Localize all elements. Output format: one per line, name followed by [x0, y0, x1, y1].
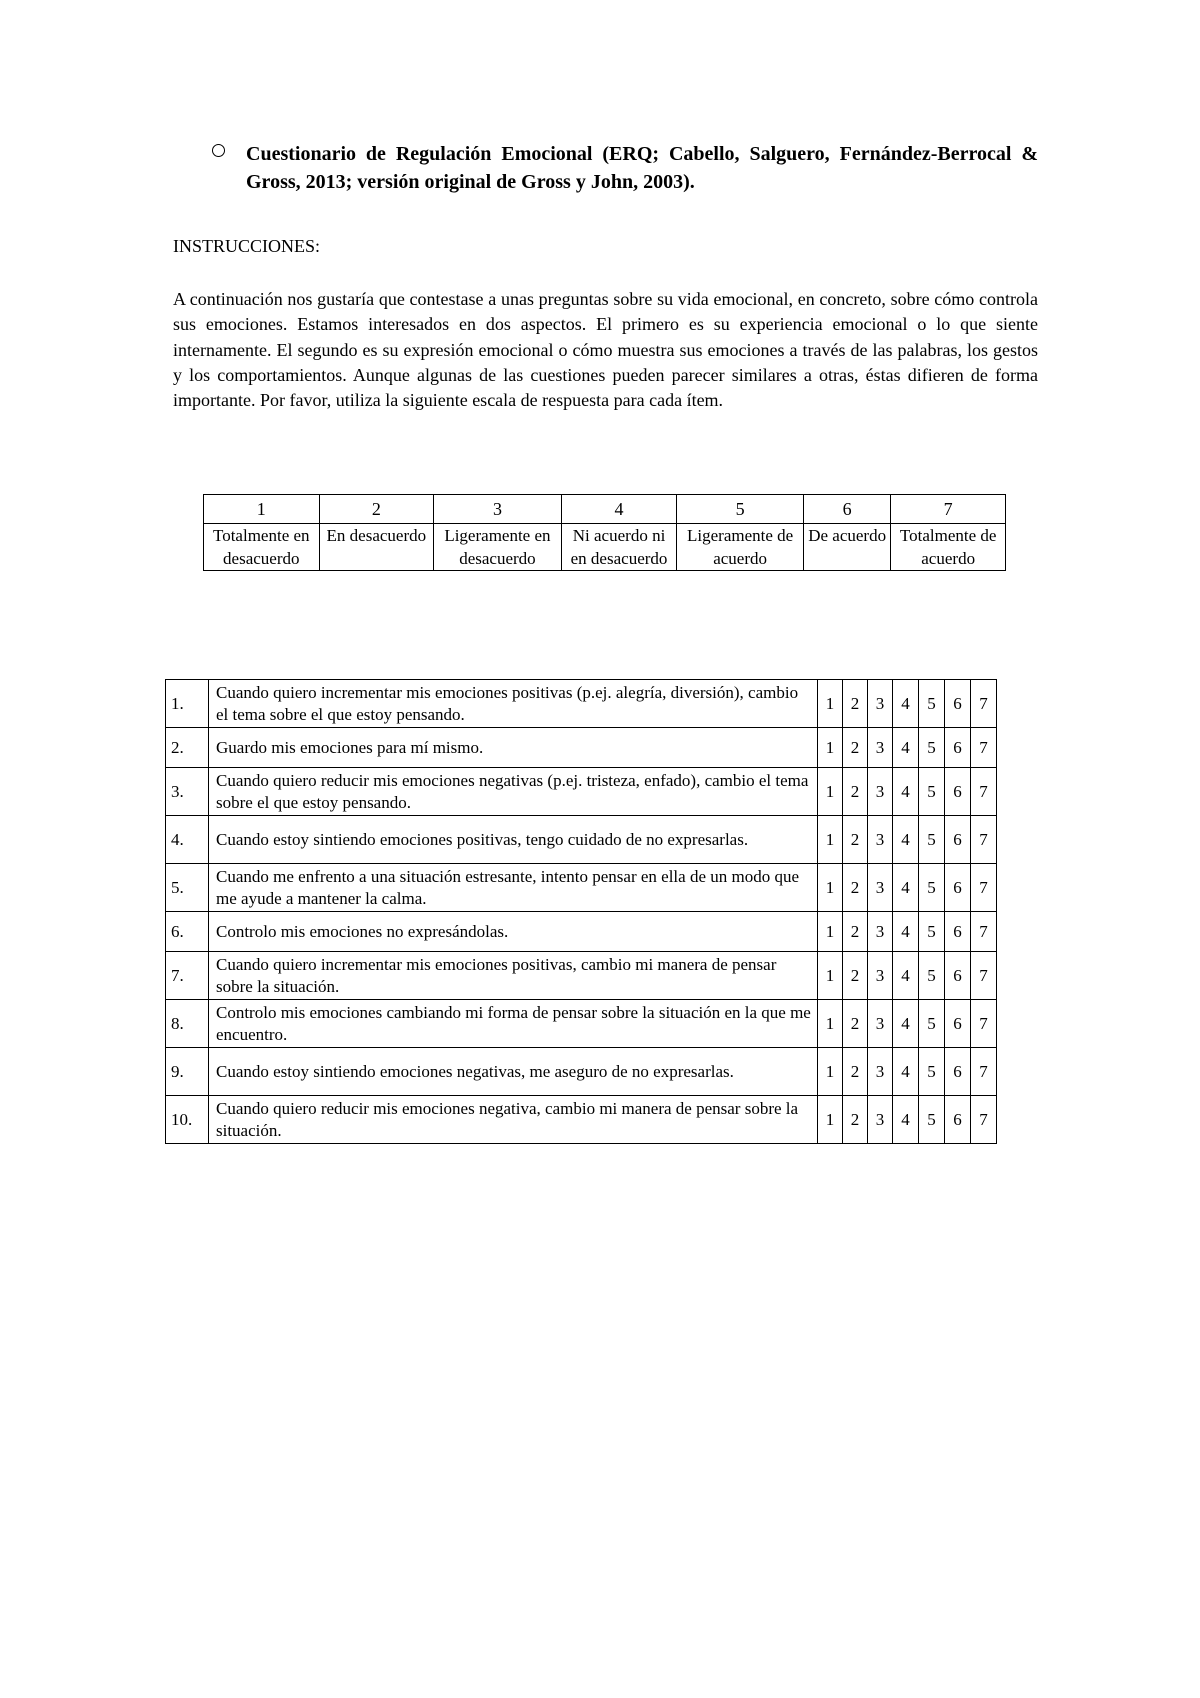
item-number: 8. [166, 1000, 209, 1048]
answer-option-3[interactable]: 3 [868, 1048, 893, 1096]
answer-option-2[interactable]: 2 [843, 952, 868, 1000]
item-row [166, 1000, 997, 1048]
answer-option-6[interactable]: 6 [945, 728, 971, 768]
scale-value: 3 [434, 495, 562, 524]
item-row [166, 680, 997, 728]
answer-option-1[interactable]: 1 [818, 816, 843, 864]
item-text: Cuando estoy sintiendo emociones positivas, tengo cuidado de no expresarlas. [209, 816, 818, 864]
scale-labels-row [204, 524, 1006, 571]
scale-value: 4 [561, 495, 677, 524]
scale-label: Totalmente de acuerdo [891, 524, 1006, 571]
answer-option-3[interactable]: 3 [868, 1096, 893, 1144]
item-text: Controlo mis emociones cambiando mi forma de pensar sobre la situación en la que me encuentro. [209, 1000, 818, 1048]
answer-option-2[interactable]: 2 [843, 680, 868, 728]
answer-option-3[interactable]: 3 [868, 728, 893, 768]
scale-label: Ligeramente de acuerdo [677, 524, 804, 571]
answer-option-6[interactable]: 6 [945, 816, 971, 864]
answer-option-2[interactable]: 2 [843, 1096, 868, 1144]
answer-option-5[interactable]: 5 [919, 728, 945, 768]
answer-option-6[interactable]: 6 [945, 1048, 971, 1096]
item-text: Cuando quiero reducir mis emociones negativas (p.ej. tristeza, enfado), cambio el tema sobre el que estoy pensando. [209, 768, 818, 816]
answer-option-2[interactable]: 2 [843, 816, 868, 864]
answer-option-1[interactable]: 1 [818, 728, 843, 768]
answer-option-3[interactable]: 3 [868, 1000, 893, 1048]
item-text: Guardo mis emociones para mí mismo. [209, 728, 818, 768]
item-text: Cuando quiero incrementar mis emociones positivas (p.ej. alegría, diversión), cambio el tema sobre el que estoy pensando. [209, 680, 818, 728]
item-text: Cuando quiero incrementar mis emociones positivas, cambio mi manera de pensar sobre la situación. [209, 952, 818, 1000]
answer-option-2[interactable]: 2 [843, 1048, 868, 1096]
answer-option-4[interactable]: 4 [893, 768, 919, 816]
item-row [166, 768, 997, 816]
scale-value: 1 [204, 495, 320, 524]
answer-option-6[interactable]: 6 [945, 768, 971, 816]
item-number: 2. [166, 728, 209, 768]
questionnaire-title-block [170, 140, 1038, 196]
answer-option-7[interactable]: 7 [971, 864, 997, 912]
answer-option-7[interactable]: 7 [971, 1000, 997, 1048]
item-row [166, 728, 997, 768]
item-text: Cuando me enfrento a una situación estresante, intento pensar en ella de un modo que me ayude a mantener la calma. [209, 864, 818, 912]
scale-label: De acuerdo [803, 524, 890, 571]
answer-option-4[interactable]: 4 [893, 680, 919, 728]
response-scale-table [203, 494, 1006, 571]
answer-option-6[interactable]: 6 [945, 952, 971, 1000]
questionnaire-items-table [165, 679, 997, 1144]
answer-option-3[interactable]: 3 [868, 768, 893, 816]
item-row [166, 816, 997, 864]
answer-option-6[interactable]: 6 [945, 1000, 971, 1048]
answer-option-1[interactable]: 1 [818, 912, 843, 952]
item-text: Controlo mis emociones no expresándolas. [209, 912, 818, 952]
instructions-paragraph: A continuación nos gustaría que contestase a unas preguntas sobre su vida emocional, en concreto, sobre cómo controla sus emociones. Estamos interesados en dos aspectos. El primero es su experiencia emocional o lo que siente internamente. El segundo es su expresión emocional o cómo muestra sus emociones a través de las palabras, los gestos y los comportamientos. Aunque algunas de las cuestiones pueden parecer similares a otras, éstas difieren de forma importante. Por favor, utiliza la siguiente escala de respuesta para cada ítem. [173, 289, 1038, 411]
answer-option-6[interactable]: 6 [945, 912, 971, 952]
scale-value: 6 [803, 495, 890, 524]
answer-option-2[interactable]: 2 [843, 728, 868, 768]
answer-option-7[interactable]: 7 [971, 912, 997, 952]
answer-option-7[interactable]: 7 [971, 1096, 997, 1144]
scale-value: 7 [891, 495, 1006, 524]
item-number: 4. [166, 816, 209, 864]
answer-option-2[interactable]: 2 [843, 912, 868, 952]
answer-option-5[interactable]: 5 [919, 768, 945, 816]
scale-value: 5 [677, 495, 804, 524]
answer-option-7[interactable]: 7 [971, 816, 997, 864]
answer-option-7[interactable]: 7 [971, 728, 997, 768]
item-row [166, 952, 997, 1000]
item-row [166, 1048, 997, 1096]
answer-option-1[interactable]: 1 [818, 952, 843, 1000]
scale-value: 2 [319, 495, 434, 524]
answer-option-3[interactable]: 3 [868, 952, 893, 1000]
answer-option-3[interactable]: 3 [868, 912, 893, 952]
answer-option-2[interactable]: 2 [843, 768, 868, 816]
item-text: Cuando estoy sintiendo emociones negativas, me aseguro de no expresarlas. [209, 1048, 818, 1096]
answer-option-3[interactable]: 3 [868, 864, 893, 912]
answer-option-1[interactable]: 1 [818, 680, 843, 728]
answer-option-1[interactable]: 1 [818, 1000, 843, 1048]
answer-option-4[interactable]: 4 [893, 1048, 919, 1096]
scale-label: Totalmente en desacuerdo [204, 524, 320, 571]
answer-option-4[interactable]: 4 [893, 912, 919, 952]
item-number: 6. [166, 912, 209, 952]
answer-option-5[interactable]: 5 [919, 816, 945, 864]
answer-option-3[interactable]: 3 [868, 680, 893, 728]
instructions-heading: INSTRUCCIONES: [173, 236, 321, 256]
item-number: 3. [166, 768, 209, 816]
item-number: 5. [166, 864, 209, 912]
answer-option-6[interactable]: 6 [945, 864, 971, 912]
answer-option-5[interactable]: 5 [919, 864, 945, 912]
answer-option-4[interactable]: 4 [893, 816, 919, 864]
answer-option-6[interactable]: 6 [945, 1096, 971, 1144]
answer-option-2[interactable]: 2 [843, 864, 868, 912]
answer-option-5[interactable]: 5 [919, 680, 945, 728]
answer-option-4[interactable]: 4 [893, 728, 919, 768]
answer-option-1[interactable]: 1 [818, 1048, 843, 1096]
answer-option-5[interactable]: 5 [919, 912, 945, 952]
answer-option-4[interactable]: 4 [893, 864, 919, 912]
answer-option-5[interactable]: 5 [919, 1096, 945, 1144]
answer-option-5[interactable]: 5 [919, 1000, 945, 1048]
item-row [166, 912, 997, 952]
item-number: 9. [166, 1048, 209, 1096]
item-row [166, 864, 997, 912]
answer-option-7[interactable]: 7 [971, 680, 997, 728]
answer-option-5[interactable]: 5 [919, 1048, 945, 1096]
scale-values-row [204, 495, 1006, 524]
answer-option-1[interactable]: 1 [818, 1096, 843, 1144]
item-number: 1. [166, 680, 209, 728]
answer-option-7[interactable]: 7 [971, 768, 997, 816]
answer-option-1[interactable]: 1 [818, 768, 843, 816]
item-text: Cuando quiero reducir mis emociones negativa, cambio mi manera de pensar sobre la situación. [209, 1096, 818, 1144]
scale-label: Ligeramente en desacuerdo [434, 524, 562, 571]
item-row [166, 1096, 997, 1144]
questionnaire-title: Cuestionario de Regulación Emocional (ERQ; Cabello, Salguero, Fernández-Berrocal & Gross, 2013; versión original de Gross y John, 2003). [246, 143, 1038, 193]
answer-option-6[interactable]: 6 [945, 680, 971, 728]
circle-bullet-icon [212, 144, 225, 157]
answer-option-5[interactable]: 5 [919, 952, 945, 1000]
answer-option-1[interactable]: 1 [818, 864, 843, 912]
item-number: 10. [166, 1096, 209, 1144]
item-number: 7. [166, 952, 209, 1000]
answer-option-7[interactable]: 7 [971, 952, 997, 1000]
scale-label: En desacuerdo [319, 524, 434, 571]
answer-option-2[interactable]: 2 [843, 1000, 868, 1048]
answer-option-4[interactable]: 4 [893, 1096, 919, 1144]
answer-option-4[interactable]: 4 [893, 1000, 919, 1048]
answer-option-3[interactable]: 3 [868, 816, 893, 864]
answer-option-4[interactable]: 4 [893, 952, 919, 1000]
scale-label: Ni acuerdo ni en desacuerdo [561, 524, 677, 571]
answer-option-7[interactable]: 7 [971, 1048, 997, 1096]
